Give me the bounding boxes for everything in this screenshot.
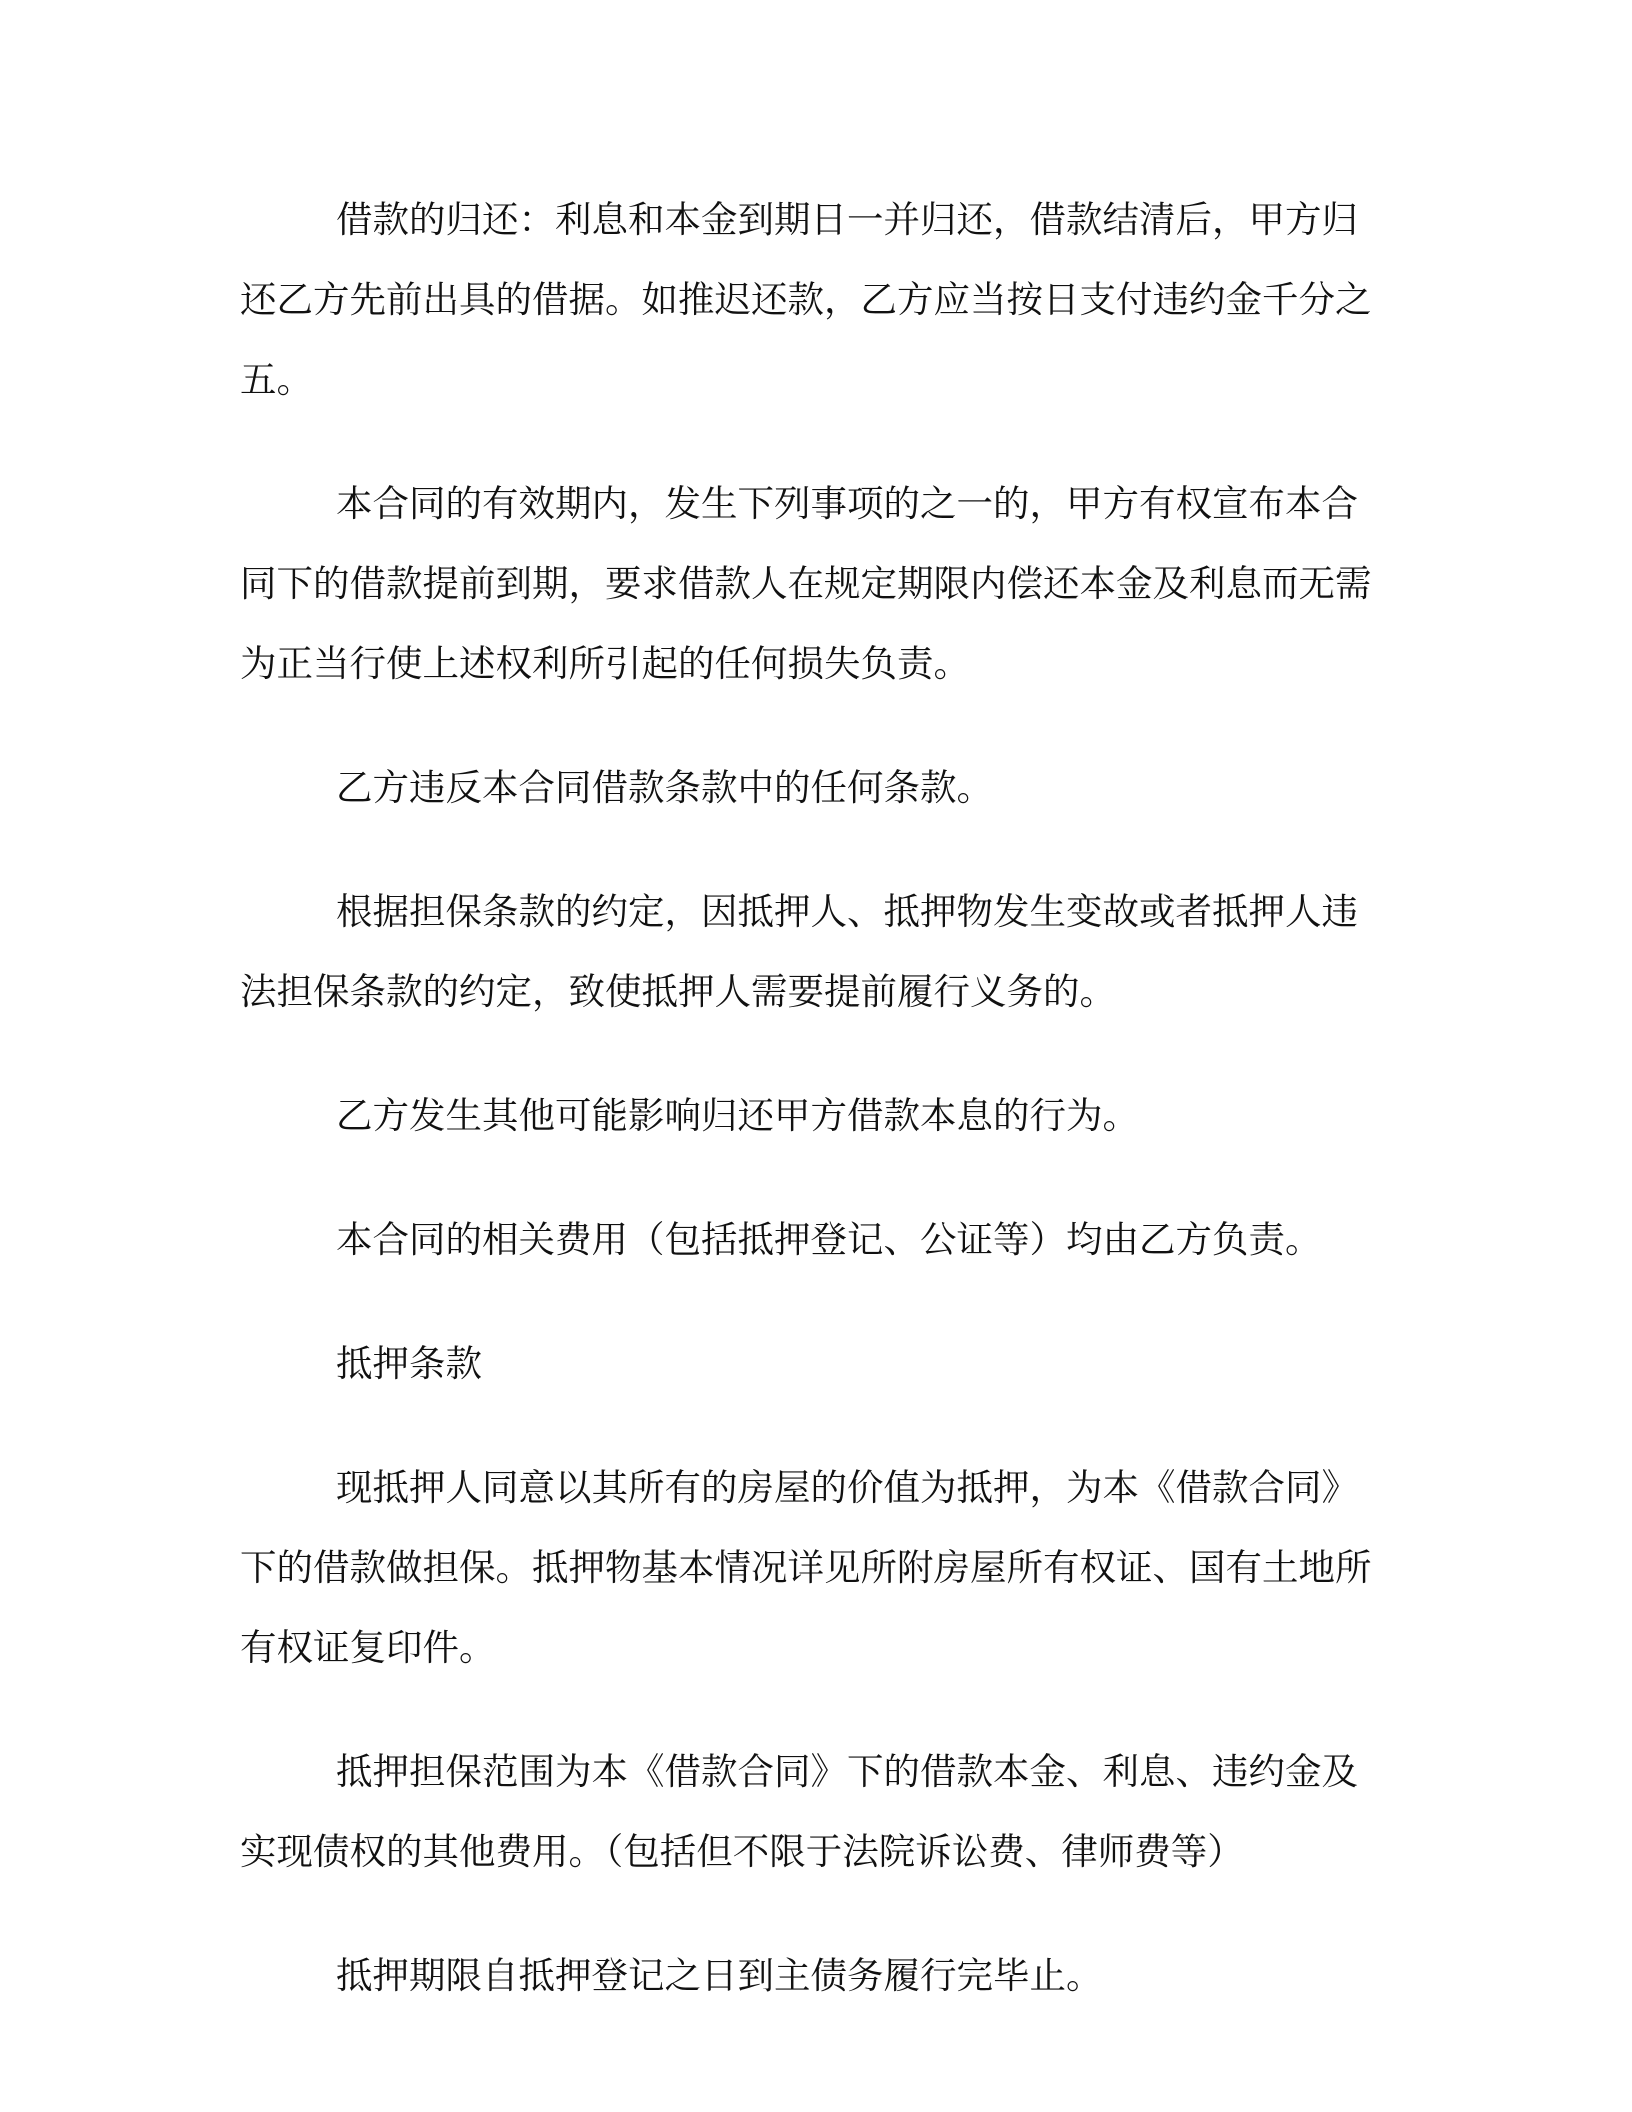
paragraph-loan-repayment: 借款的归还：利息和本金到期日一并归还，借款结清后，甲方归还乙方先前出具的借据。如推迟还款，乙方应当按日支付违约金千分之五。 xyxy=(240,198,1372,401)
section-heading-mortgage-terms: 抵押条款 xyxy=(336,1342,482,1385)
paragraph-other-behavior: 乙方发生其他可能影响归还甲方借款本息的行为。 xyxy=(336,1094,1139,1137)
paragraph-early-maturity: 本合同的有效期内，发生下列事项的之一的，甲方有权宣布本合同下的借款提前到期，要求借款人在规定期限内偿还本金及利息而无需为正当行使上述权利所引起的任何损失负责。 xyxy=(240,482,1372,685)
paragraph-breach-of-terms: 乙方违反本合同借款条款中的任何条款。 xyxy=(336,766,993,809)
paragraph-mortgage-term: 抵押期限自抵押登记之日到主债务履行完毕止。 xyxy=(336,1954,1103,1997)
document-body xyxy=(240,180,1380,2060)
paragraph-collateral-change: 根据担保条款的约定，因抵押人、抵押物发生变故或者抵押人违法担保条款的约定，致使抵押人需要提前履行义务的。 xyxy=(240,890,1358,1013)
paragraph-fees: 本合同的相关费用（包括抵押登记、公证等）均由乙方负责。 xyxy=(336,1218,1322,1261)
paragraph-mortgage-scope: 抵押担保范围为本《借款合同》下的借款本金、利息、违约金及实现债权的其他费用。（包括但不限于法院诉讼费、律师费等） xyxy=(240,1750,1358,1873)
paragraph-mortgage-agreement: 现抵押人同意以其所有的房屋的价值为抵押，为本《借款合同》下的借款做担保。抵押物基本情况详见所附房屋所有权证、国有土地所有权证复印件。 xyxy=(240,1466,1372,1669)
